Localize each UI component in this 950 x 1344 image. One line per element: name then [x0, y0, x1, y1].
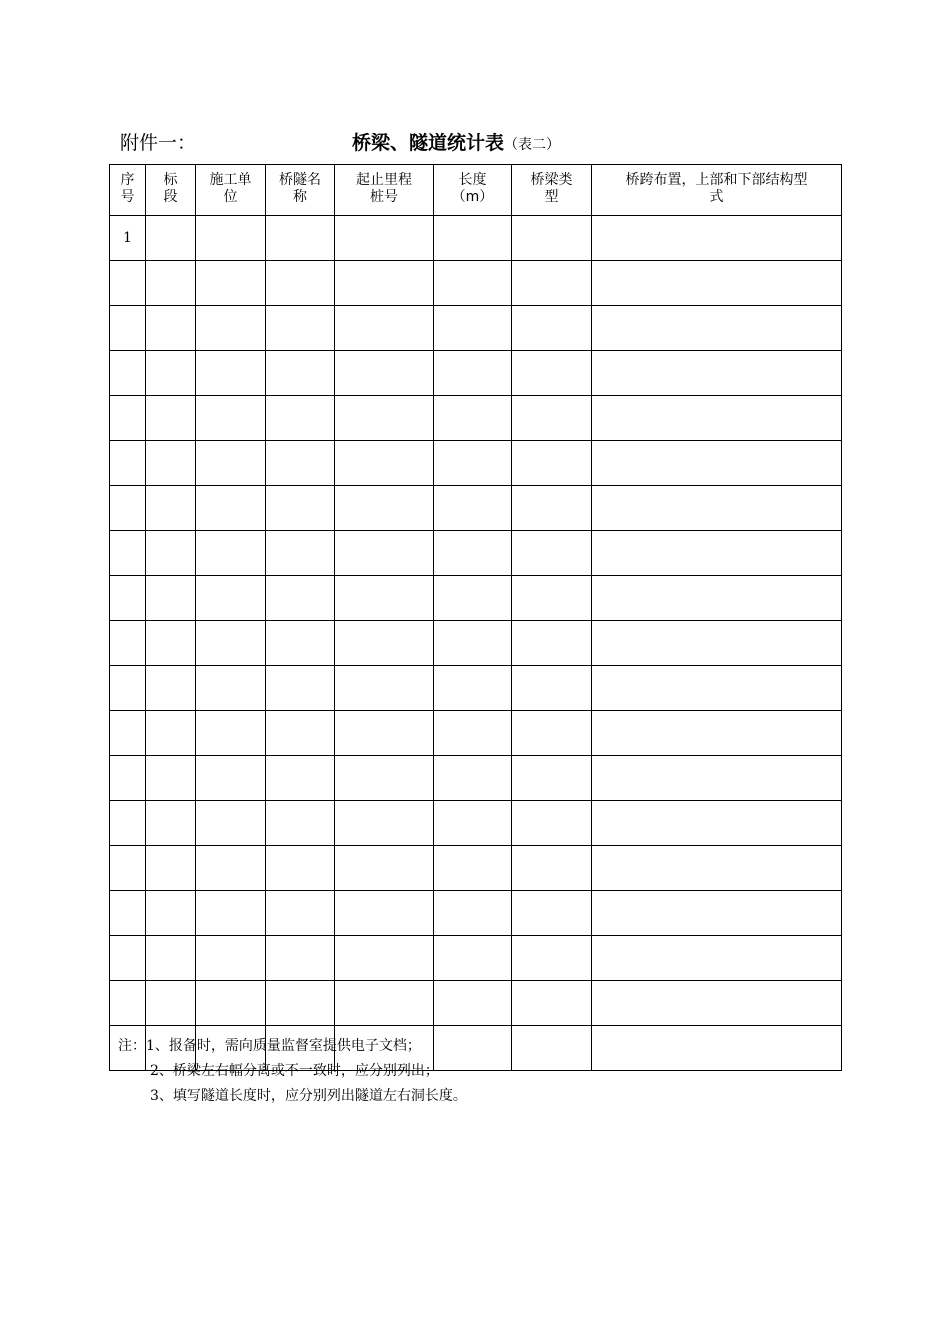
table-cell[interactable]	[512, 351, 592, 396]
table-cell[interactable]	[592, 621, 842, 666]
table-cell[interactable]	[592, 396, 842, 441]
table-cell[interactable]	[110, 891, 146, 936]
table-cell[interactable]	[512, 756, 592, 801]
table-row	[110, 486, 842, 531]
column-header-line: 号	[120, 189, 135, 205]
table-cell[interactable]	[196, 981, 266, 1026]
table-cell[interactable]	[512, 981, 592, 1026]
table-cell[interactable]	[146, 981, 196, 1026]
column-header-line: 桥梁类	[530, 172, 573, 188]
table-cell[interactable]	[196, 576, 266, 621]
table-row	[110, 846, 842, 891]
table-cell[interactable]	[335, 936, 434, 981]
table-cell[interactable]	[266, 306, 335, 351]
attachment-label: 附件一：	[120, 132, 197, 154]
table-cell[interactable]	[434, 846, 512, 891]
column-header	[266, 165, 335, 216]
table-cell[interactable]	[592, 531, 842, 576]
table-cell[interactable]	[196, 261, 266, 306]
column-header-line: 式	[709, 189, 724, 205]
table-cell[interactable]	[110, 756, 146, 801]
table-cell[interactable]	[196, 666, 266, 711]
table-cell[interactable]	[592, 846, 842, 891]
table-cell[interactable]	[592, 261, 842, 306]
table-cell[interactable]	[512, 396, 592, 441]
table-cell[interactable]	[512, 576, 592, 621]
table-row	[110, 801, 842, 846]
table-cell[interactable]	[434, 711, 512, 756]
column-header	[335, 165, 434, 216]
table-cell[interactable]	[335, 306, 434, 351]
table-cell[interactable]	[146, 891, 196, 936]
column-header-line: 桥跨布置，上部和下部结构型	[625, 172, 808, 188]
table-cell[interactable]	[196, 531, 266, 576]
table-cell[interactable]	[196, 891, 266, 936]
table-cell[interactable]	[434, 396, 512, 441]
table-cell[interactable]	[592, 801, 842, 846]
table-cell[interactable]	[512, 666, 592, 711]
column-header	[110, 165, 146, 216]
table-row	[110, 306, 842, 351]
table-cell[interactable]	[196, 441, 266, 486]
table-cell[interactable]	[512, 891, 592, 936]
table-cell[interactable]	[335, 666, 434, 711]
table-cell[interactable]	[266, 936, 335, 981]
table-cell[interactable]	[266, 261, 335, 306]
table-cell[interactable]	[592, 216, 842, 261]
table-row	[110, 711, 842, 756]
table-cell[interactable]	[434, 486, 512, 531]
table-cell[interactable]	[266, 441, 335, 486]
column-header-line: 位	[223, 189, 238, 205]
table-cell[interactable]	[110, 576, 146, 621]
table-cell[interactable]	[592, 441, 842, 486]
table-cell[interactable]	[592, 981, 842, 1026]
table-cell[interactable]	[110, 486, 146, 531]
table-cell[interactable]	[434, 891, 512, 936]
table-cell[interactable]	[196, 621, 266, 666]
table-cell[interactable]	[434, 666, 512, 711]
table-row	[110, 396, 842, 441]
table-cell[interactable]	[512, 531, 592, 576]
table-cell[interactable]	[592, 666, 842, 711]
table-cell[interactable]	[146, 306, 196, 351]
table-cell[interactable]	[266, 396, 335, 441]
table-cell[interactable]	[434, 531, 512, 576]
table-cell[interactable]	[434, 621, 512, 666]
table-cell[interactable]	[146, 576, 196, 621]
statistics-table	[109, 164, 842, 1071]
table-cell[interactable]	[434, 351, 512, 396]
table-cell[interactable]	[146, 261, 196, 306]
column-header-line: 长度	[458, 172, 487, 188]
table-cell[interactable]	[434, 936, 512, 981]
table-cell[interactable]	[146, 621, 196, 666]
table-cell[interactable]	[110, 711, 146, 756]
table-cell[interactable]	[592, 351, 842, 396]
table-cell[interactable]	[434, 216, 512, 261]
table-row	[110, 981, 842, 1026]
table-row	[110, 531, 842, 576]
table-cell[interactable]	[434, 981, 512, 1026]
table-cell[interactable]	[196, 351, 266, 396]
column-header	[592, 165, 842, 216]
table-cell[interactable]	[110, 666, 146, 711]
table-cell[interactable]	[512, 621, 592, 666]
table-cell[interactable]	[434, 801, 512, 846]
table-cell[interactable]	[266, 846, 335, 891]
table-cell[interactable]	[110, 846, 146, 891]
table-cell[interactable]	[196, 396, 266, 441]
table-cell[interactable]	[266, 666, 335, 711]
table-cell[interactable]	[110, 531, 146, 576]
column-header-line: 称	[293, 189, 307, 205]
table-cell[interactable]	[512, 306, 592, 351]
table-cell[interactable]	[196, 711, 266, 756]
table-cell[interactable]	[512, 486, 592, 531]
table-cell[interactable]	[146, 216, 196, 261]
table-cell[interactable]: 1	[110, 216, 146, 261]
notes	[118, 1034, 467, 1109]
table-cell[interactable]	[335, 846, 434, 891]
table-cell[interactable]	[266, 981, 335, 1026]
column-header-line: 标	[163, 172, 178, 188]
table-cell[interactable]	[512, 801, 592, 846]
note-1: 注：1、报备时，需向质量监督室提供电子文档；	[118, 1038, 421, 1054]
table-cell[interactable]	[512, 711, 592, 756]
column-header-line: 型	[544, 189, 559, 205]
page-title	[352, 128, 560, 155]
table-cell[interactable]	[146, 756, 196, 801]
column-header-line: （m）	[451, 189, 494, 205]
column-header	[512, 165, 592, 216]
table-row	[110, 351, 842, 396]
column-header	[146, 165, 196, 216]
table-row	[110, 756, 842, 801]
table-cell[interactable]	[592, 486, 842, 531]
table-cell[interactable]	[196, 306, 266, 351]
table-cell[interactable]	[110, 351, 146, 396]
table-cell[interactable]	[266, 351, 335, 396]
table-cell[interactable]	[266, 711, 335, 756]
table-cell[interactable]	[266, 756, 335, 801]
table-cell[interactable]	[110, 801, 146, 846]
table-cell[interactable]	[512, 261, 592, 306]
table-cell[interactable]	[266, 216, 335, 261]
table-cell[interactable]	[110, 981, 146, 1026]
table-cell[interactable]	[196, 846, 266, 891]
table-cell[interactable]	[335, 711, 434, 756]
table-cell[interactable]	[266, 801, 335, 846]
table-cell[interactable]	[335, 756, 434, 801]
table-cell[interactable]	[266, 531, 335, 576]
column-header	[434, 165, 512, 216]
table-cell[interactable]	[266, 486, 335, 531]
table-row	[110, 216, 842, 261]
table-cell[interactable]	[592, 1026, 842, 1071]
table-cell[interactable]	[335, 216, 434, 261]
table-row	[110, 261, 842, 306]
table-cell[interactable]	[335, 441, 434, 486]
table-cell[interactable]	[196, 936, 266, 981]
table-cell[interactable]	[196, 801, 266, 846]
table-cell[interactable]	[434, 576, 512, 621]
table-cell[interactable]	[335, 396, 434, 441]
table-cell[interactable]	[512, 1026, 592, 1071]
table-cell[interactable]	[335, 531, 434, 576]
table-cell[interactable]	[335, 486, 434, 531]
table-cell[interactable]	[110, 261, 146, 306]
table-header-row	[110, 165, 842, 216]
table-cell[interactable]	[512, 441, 592, 486]
table-row	[110, 936, 842, 981]
table-cell[interactable]	[512, 936, 592, 981]
table-cell[interactable]	[512, 846, 592, 891]
table-cell[interactable]	[335, 351, 434, 396]
table-cell[interactable]	[434, 441, 512, 486]
table-cell[interactable]	[110, 936, 146, 981]
table-cell[interactable]	[592, 711, 842, 756]
table-cell[interactable]	[335, 981, 434, 1026]
column-header	[196, 165, 266, 216]
table-cell[interactable]	[335, 891, 434, 936]
table-cell[interactable]	[592, 936, 842, 981]
table-cell[interactable]	[146, 396, 196, 441]
table-cell[interactable]	[110, 306, 146, 351]
table-cell[interactable]	[434, 306, 512, 351]
table-cell[interactable]	[146, 486, 196, 531]
table-cell[interactable]	[266, 576, 335, 621]
table-cell[interactable]	[110, 621, 146, 666]
table-cell[interactable]	[335, 801, 434, 846]
table-cell[interactable]	[592, 576, 842, 621]
table-cell[interactable]	[592, 306, 842, 351]
table-cell[interactable]	[146, 531, 196, 576]
table-cell[interactable]	[592, 756, 842, 801]
column-header-line: 起止里程	[356, 172, 412, 188]
table-cell[interactable]	[592, 891, 842, 936]
table-row	[110, 576, 842, 621]
table-row	[110, 441, 842, 486]
table-cell[interactable]	[146, 666, 196, 711]
table-cell[interactable]	[196, 216, 266, 261]
column-header-line: 段	[163, 189, 178, 205]
table-row	[110, 666, 842, 711]
table-cell[interactable]	[146, 846, 196, 891]
note-3: 3、填写隧道长度时，应分别列出隧道左右洞长度。	[150, 1088, 467, 1104]
table-cell[interactable]	[335, 621, 434, 666]
column-header-line: 桥隧名	[279, 172, 321, 188]
table-cell[interactable]	[512, 216, 592, 261]
table-cell[interactable]	[110, 441, 146, 486]
title-text: 桥梁、隧道统计表	[352, 132, 505, 154]
table-cell[interactable]	[146, 711, 196, 756]
table-cell[interactable]	[146, 801, 196, 846]
table-row	[110, 891, 842, 936]
table-body	[110, 216, 842, 1071]
column-header-line: 序	[120, 172, 135, 188]
table-cell[interactable]	[110, 396, 146, 441]
title-subtitle: （表二）	[504, 137, 561, 153]
column-header-line: 桩号	[370, 189, 398, 205]
note-2: 2、桥梁左右幅分离或不一致时，应分别列出；	[150, 1063, 439, 1079]
table-cell[interactable]	[266, 891, 335, 936]
table-row	[110, 621, 842, 666]
table-cell[interactable]	[146, 936, 196, 981]
table-cell[interactable]	[196, 486, 266, 531]
table-cell[interactable]	[266, 621, 335, 666]
table-cell[interactable]	[146, 441, 196, 486]
table-cell[interactable]	[196, 756, 266, 801]
column-header-line: 施工单	[209, 172, 252, 188]
table-cell[interactable]	[434, 756, 512, 801]
table-cell[interactable]	[434, 261, 512, 306]
table-cell[interactable]	[335, 261, 434, 306]
table-cell[interactable]	[146, 351, 196, 396]
table-cell[interactable]	[335, 576, 434, 621]
